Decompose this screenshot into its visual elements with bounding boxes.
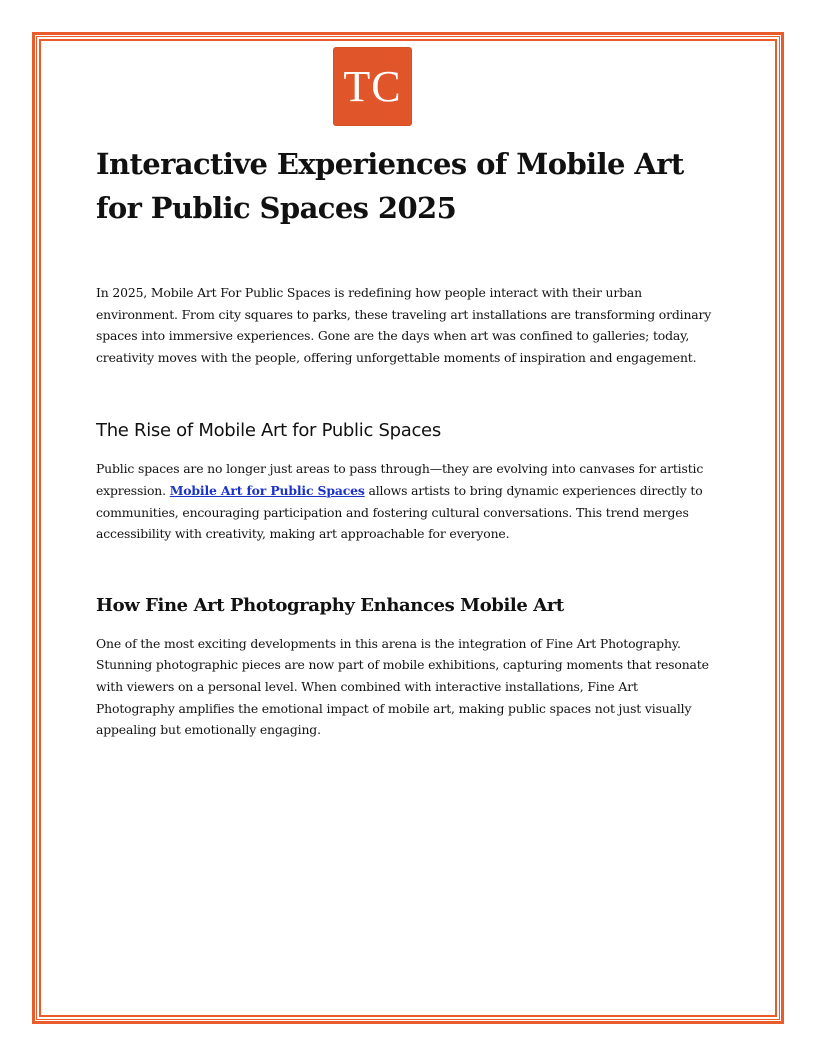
rise-text-before: Public spaces are no longer just areas to pass through—they are evolving into canvases for artistic expression. [96,461,704,498]
logo-text: TC [343,61,402,111]
mobile-art-link[interactable]: Mobile Art for Public Spaces [169,482,365,498]
document-body [96,142,720,741]
page-title: Interactive Experiences of Mobile Art for Public Spaces 2025 [96,147,684,225]
section-paragraph-photography: One of the most exciting developments in this arena is the integration of Fine Art Photography. Stunning photographic pieces are now part of mobile exhibitions, capturing moments that resonate with viewers on a personal level. When combined with interactive installations, Fine Art Photography amplifies the emotional impact of mobile art, making public spaces not just visually appealing but emotionally engaging. [96,635,709,738]
section-heading-rise: The Rise of Mobile Art for Public Spaces [96,420,441,442]
section-paragraph-rise [96,458,720,544]
rise-text-after: allows artists to bring dynamic experiences directly to communities, encouraging participation and fostering cultural conversations. This trend merges accessibility with creativity, making art approachable for everyone. [96,482,703,542]
section-heading-photography: How Fine Art Photography Enhances Mobile Art [96,594,564,616]
tc-logo [333,47,412,126]
intro-paragraph: In 2025, Mobile Art For Public Spaces is redefining how people interact with their urban environment. From city squares to parks, these traveling art installations are transforming ordinary spaces into immersive experiences. Gone are the days when art was confined to galleries; today, creativity moves with the people, offering unforgettable moments of inspiration and engagement. [96,285,712,365]
